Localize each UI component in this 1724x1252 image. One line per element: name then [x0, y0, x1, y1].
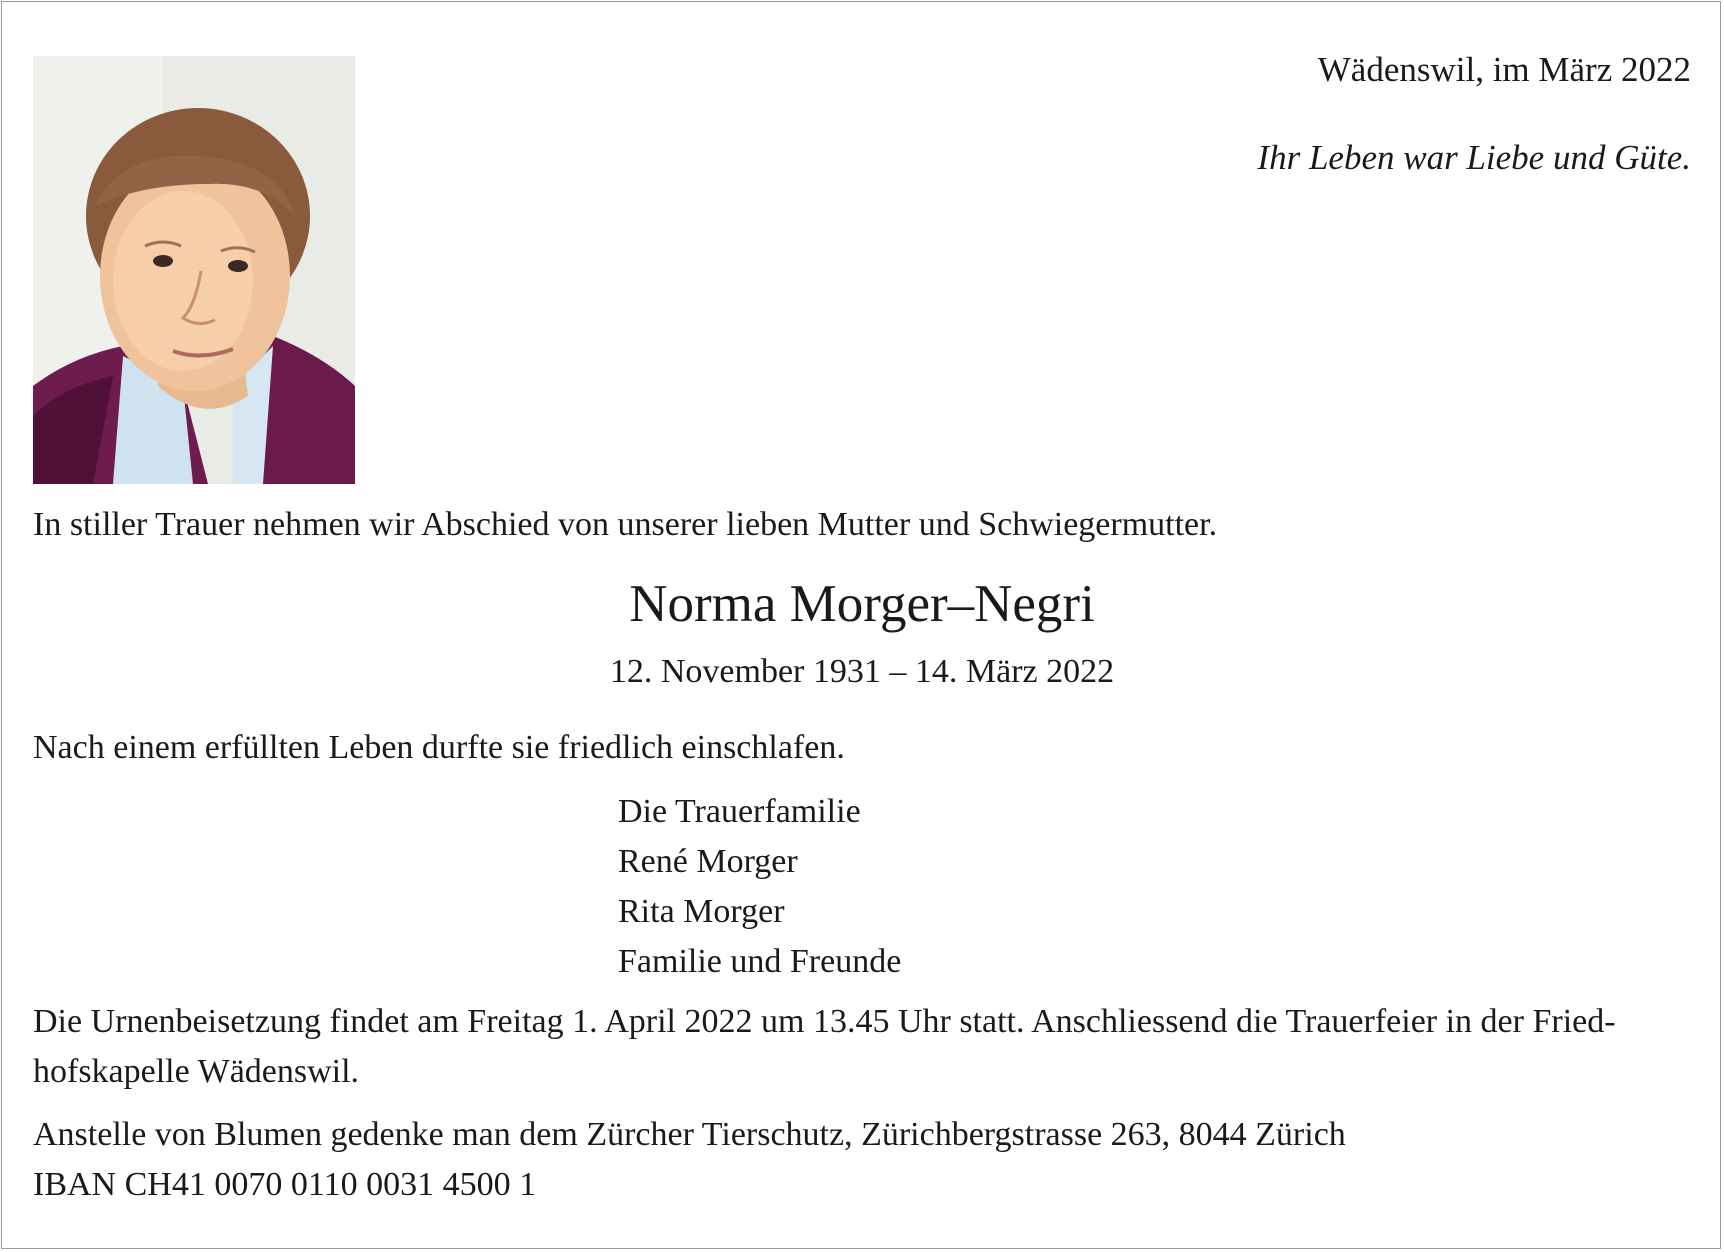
family-member: René Morger [618, 843, 798, 880]
family-member: Die Trauerfamilie [618, 793, 861, 830]
place-date: Wädenswil, im März 2022 [1317, 50, 1691, 89]
deceased-name: Norma Morger–Negri [629, 575, 1095, 633]
urn-ceremony-line: hofskapelle Wädenswil. [33, 1053, 360, 1090]
peaceful-text: Nach einem erfüllten Leben durfte sie friedlich einschlafen. [33, 729, 845, 766]
intro-text: In stiller Trauer nehmen wir Abschied von unserer lieben Mutter und Schwiegermutter. [33, 506, 1218, 543]
family-member: Rita Morger [618, 893, 785, 930]
family-member: Familie und Freunde [618, 943, 902, 980]
family-list [618, 787, 901, 987]
portrait-photo [33, 56, 355, 484]
urn-ceremony-text [33, 997, 1693, 1097]
donation-info [33, 1110, 1346, 1210]
iban-text: IBAN CH41 0070 0110 0031 4500 1 [33, 1166, 537, 1203]
lifespan-dates: 12. November 1931 – 14. März 2022 [609, 653, 1115, 690]
donation-text: Anstelle von Blumen gedenke man dem Zürcher Tierschutz, Zürichbergstrasse 263, 8044 Zürich [33, 1116, 1346, 1153]
motto: Ihr Leben war Liebe und Güte. [1257, 138, 1691, 177]
urn-ceremony-line: Die Urnenbeisetzung findet am Freitag 1. April 2022 um 13.45 Uhr statt. Anschliessend die Trauerfeier in der Fried- [33, 1003, 1616, 1040]
